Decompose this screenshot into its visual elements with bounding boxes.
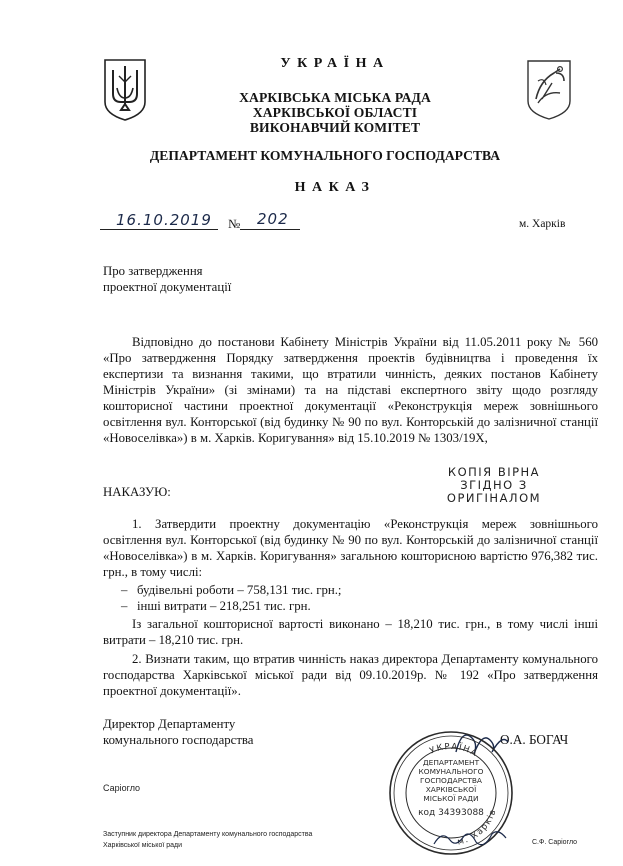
seal-line-2: КОМУНАЛЬНОГО (418, 767, 484, 776)
bullet-other-costs: інші витрати – 218,251 тис. грн. (137, 599, 311, 613)
executor-name: Саріогло (103, 783, 141, 793)
ukraine-coat-of-arms-icon (103, 58, 147, 122)
footer-signature-icon (430, 826, 510, 852)
bullet-construction-works: будівельні роботи – 758,131 тис. грн.; (137, 583, 342, 597)
seal-code: код 34393088 (418, 808, 484, 818)
preamble-paragraph: Відповідно до постанови Кабінету Міністрів України від 11.05.2011 року № 560 «Про затвердження Порядку затвердження проектів будівництва і проведення їх експертизи та визнання такими, що втратили чинність, деяких постанов Кабінету Міністрів України» (зі змінами) та на підставі експертного звіту щодо розгляду кошторисної частини проектної документації «Реконструкція мереж зовнішнього освітлення вул. Конторської (від будинку № 90 по вул. Конторській до залізничної станції «Новоселівка») в м. Харків. Коригування» від 15.10.2019 № 1303/19Х, (103, 335, 598, 445)
seal-line-3: ГОСПОДАРСТВА (420, 776, 482, 785)
seal-line-5: МІСЬКОЇ РАДИ (423, 794, 479, 803)
item-1-paragraph: 1. Затвердити проектну документацію «Реконструкція мереж зовнішнього освітлення вул. Конторської (від будинку № 90 по вул. Конторській до залізничної станції «Новоселівка») в м. Харків. Коригування» загальною кошторисною вартістю 976,382 тис. грн., в тому числі: (103, 517, 598, 579)
seal-line-4: ХАРКІВСЬКОЇ (425, 785, 477, 794)
seal-line-1: ДЕПАРТАМЕНТ (422, 758, 480, 767)
order-word: НАКАЗУЮ: (103, 485, 171, 499)
region-title: ХАРКІВСЬКОЇ ОБЛАСТІ (252, 105, 418, 120)
council-title: ХАРКІВСЬКА МІСЬКА РАДА (239, 90, 431, 105)
footer-line-1: Заступник директора Департаменту комунального господарства (103, 831, 313, 838)
subject-line-1: Про затвердження (103, 264, 203, 278)
footer-line-2: Харківської міської ради (103, 842, 183, 849)
order-number: 202 (257, 210, 289, 228)
item-1-note: Із загальної кошторисної вартості виконано – 18,210 тис. грн., в тому числі інші витрати – 18,210 тис. грн. (103, 617, 598, 647)
seal-ring-top: УКРАЇНА (428, 741, 480, 760)
signatory-name: О.А. БОГАЧ (500, 732, 569, 747)
bullet-dash-2: – (121, 599, 128, 613)
copy-stamp-line-1: КОПІЯ ВІРНА (447, 465, 541, 479)
document-type-title: НАКАЗ (294, 180, 376, 195)
svg-text:УКРАЇНА (428, 742, 479, 760)
country-title: УКРАЇНА (280, 56, 390, 71)
seal-ring-bottom: м. Харків (456, 807, 499, 848)
footer-signer: С.Ф. Саріогло (532, 839, 578, 846)
subject-line-2: проектної документації (103, 280, 232, 294)
copy-stamp-line-3: ОРИГІНАЛОМ (446, 491, 542, 505)
number-underline (240, 229, 300, 230)
bullet-dash-1: – (121, 583, 128, 597)
date-underline (100, 229, 218, 230)
certified-copy-stamp (442, 466, 546, 505)
item-2-paragraph: 2. Визнати таким, що втратив чинність наказ директора Департаменту комунального господарства Харківської міської ради від 09.10.2019р. № 192 «Про затвердження проектної документації». (103, 652, 598, 698)
signatory-position-line-1: Директор Департаменту (103, 717, 236, 731)
order-date: 16.10.2019 (116, 211, 212, 229)
number-sign: № (228, 217, 241, 231)
copy-stamp-line-2: ЗГІДНО З (460, 478, 528, 492)
department-title: ДЕПАРТАМЕНТ КОМУНАЛЬНОГО ГОСПОДАРСТВА (149, 148, 501, 163)
city-label: м. Харків (519, 218, 566, 230)
kharkiv-coat-of-arms-icon (526, 59, 572, 121)
signatory-position-line-2: комунального господарства (103, 733, 254, 747)
committee-title: ВИКОНАВЧИЙ КОМІТЕТ (249, 120, 421, 135)
